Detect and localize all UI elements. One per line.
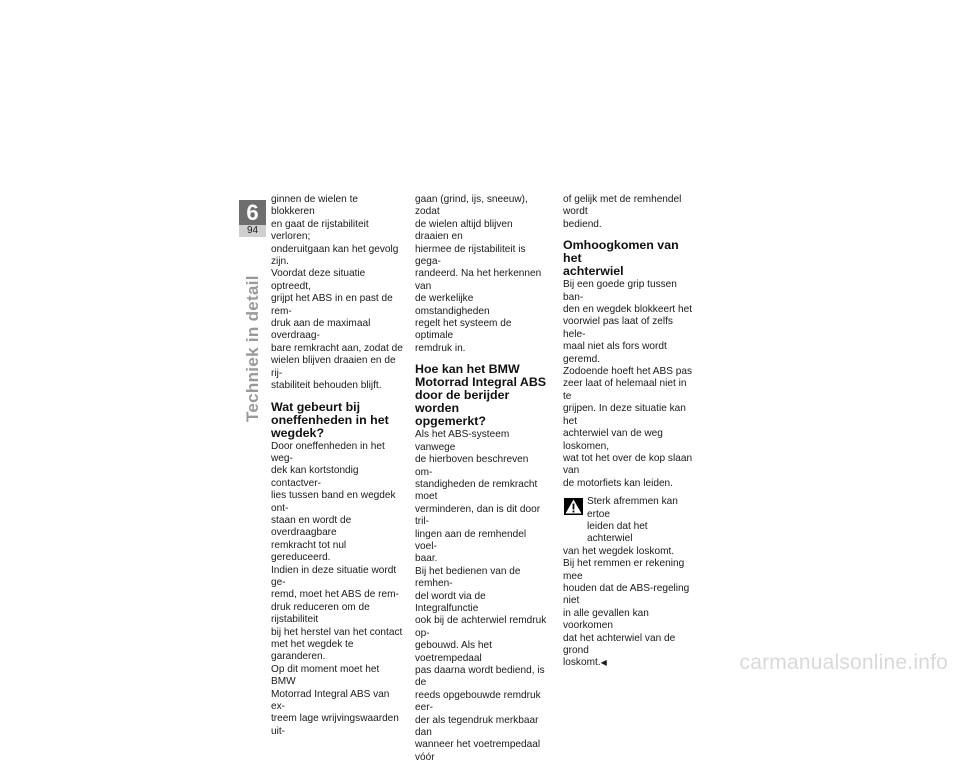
paragraph: gaan (grind, ijs, sneeuw), zodat de wielen altijd blijven draaien en hiermee de rijstabiliteit is gega- randeerd. Na het herkennen van de werkelijke omstandigheden regelt het systeem de optimale remdruk in. — [415, 194, 542, 354]
page-number: 94 — [239, 225, 266, 237]
paragraph: Bij een goede grip tussen ban- den en wegdek blokkeert het voorwiel pas laat of zelfs hele- maal niet als fors wordt geremd. Zodoende hoeft het ABS pas zeer laat of helemaal niet in te grijpen. In deze situatie kan het achterwiel van de weg loskomen, wat tot het over de kop slaan van de motorfiets kan leiden. — [563, 279, 693, 489]
chapter-number: 6 — [239, 200, 266, 225]
end-mark-icon: ◀ — [600, 658, 607, 668]
paragraph: Als het ABS-systeem vanwege de hierboven beschreven om- standigheden de remkracht moet verminderen, dan is dit door tril- lingen aan de remhendel voel- baar. Bij het bedienen van de remhen- del wordt via de Integralfunctie ook bij de achterwiel remdruk op- gebouwd. Als het voetrempedaal pas daarna wordt bediend, is de reeds opgebouwde remdruk eer- der als tegendruk merkbaar dan wanneer het voetrempedaal vóór — [415, 429, 547, 763]
paragraph: of gelijk met de remhendel wordt bediend. — [563, 194, 682, 230]
watermark: carmanualsonline.info — [739, 651, 948, 674]
section-heading: Hoe kan het BMW Motorrad Integral ABS door de berijder worden opgemerkt? — [415, 362, 547, 429]
warning-text-continued — [563, 546, 695, 670]
paragraph: Door oneffenheden in het weg- dek kan kortstondig contactver- lies tussen band en wegdek ont- staan en wordt de overdraagbare remkracht tot nul gereduceerd. Indien in deze situatie wordt ge- remd, moet het ABS de rem- druk reduceren om de rijstabiliteit bij het herstel van het contact met het wegdek te garanderen. Op dit moment moet het BMW Motorrad Integral ABS van ex- treem lage wrijvingswaarden uit- — [271, 440, 403, 737]
warning-text: Sterk afremmen kan ertoe leiden dat het achterwiel — [587, 496, 678, 545]
text-column-1 — [271, 194, 403, 738]
warning-triangle-icon — [564, 498, 583, 515]
chapter-title: Techniek in detail — [243, 275, 262, 422]
section-heading: Omhoogkomen van het achterwiel — [563, 238, 679, 279]
text-column-3 — [563, 194, 695, 670]
warning-block — [563, 496, 695, 670]
paragraph: ginnen de wielen te blokkeren en gaat de rijstabiliteit verloren; onderuitgaan kan het gevolg zijn. Voordat deze situatie optreedt, grijpt het ABS in en past de rem- druk aan de maximaal overdraag- bare remkracht aan, zodat de wielen blijven draaien en de rij- stabiliteit behouden blijft. — [271, 194, 403, 392]
text-column-2 — [415, 194, 547, 764]
chapter-tab — [239, 200, 266, 236]
section-heading: Wat gebeurt bij oneffenheden in het wegdek? — [271, 399, 389, 440]
warning-text-rest: van het wegdek loskomt. Bij het remmen er rekening mee houden dat de ABS-regeling niet in alle gevallen kan voorkomen dat het achterwiel van de grond loskomt. — [563, 545, 690, 669]
